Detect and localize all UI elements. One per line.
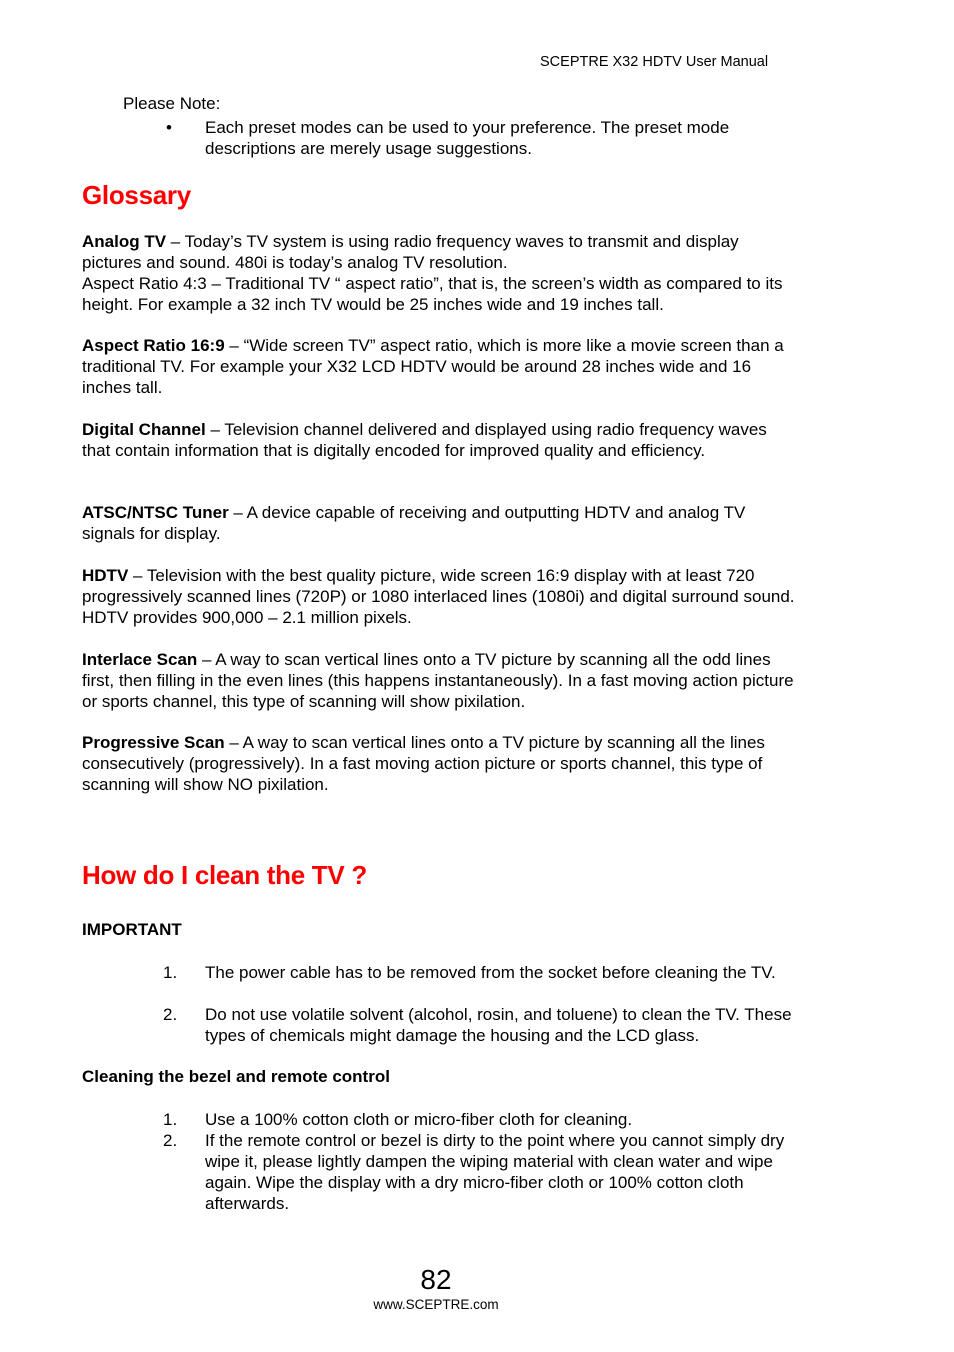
- item-number: 2.: [163, 1131, 178, 1150]
- glossary-definition: – A way to scan vertical lines onto a TV picture by scanning all the odd lines first, then filling in the even lines (this happens instantaneously). In a fast moving action picture or sports channel, this type of scanning will show pixilation.: [82, 650, 794, 711]
- note-label: Please Note:: [123, 94, 221, 113]
- glossary-definition: – “Wide screen TV” aspect ratio, which is more like a movie screen than a traditional TV. For example your X32 LCD HDTV would be around 28 inches wide and 16 inches tall.: [82, 336, 784, 397]
- bezel-subheading: Cleaning the bezel and remote control: [82, 1067, 390, 1086]
- item-number: 1.: [163, 963, 178, 982]
- item-text: Do not use volatile solvent (alcohol, rosin, and toluene) to clean the TV. These types of chemicals might damage the housing and the LCD glass.: [205, 1005, 792, 1045]
- item-text: The power cable has to be removed from the socket before cleaning the TV.: [205, 963, 776, 982]
- glossary-entry-interlace-scan: [82, 649, 797, 712]
- glossary-definition: – Television with the best quality picture, wide screen 16:9 display with at least 720 progressively scanned lines (720P) or 1080 interlaced lines (1080i) and digital surround sound. HDTV provides 900,000 – 2.1 million pixels.: [82, 566, 795, 627]
- glossary-definition: – Television channel delivered and displayed using radio frequency waves that contain information that is digitally encoded for improved quality and efficiency.: [82, 420, 767, 460]
- glossary-term: ATSC/NTSC Tuner: [82, 503, 229, 522]
- glossary-definition: – Today’s TV system is using radio frequency waves to transmit and display pictures and sound. 480i is today’s analog TV resolution.: [82, 232, 739, 272]
- item-number: 2.: [163, 1005, 178, 1024]
- item-text: If the remote control or bezel is dirty to the point where you cannot simply dry wipe it, please lightly dampen the wiping material with clean water and wipe again. Wipe the display with a dry micro-fiber cloth or 100% cotton cloth afterwards.: [205, 1131, 785, 1213]
- glossary-definition: – A way to scan vertical lines onto a TV picture by scanning all the lines consecutively (progressively). In a fast moving action picture or sports channel, this type of scanning will show NO pixilation.: [82, 733, 765, 794]
- footer-url: www.SCEPTRE.com: [373, 1297, 499, 1312]
- running-header: SCEPTRE X32 HDTV User Manual: [540, 54, 769, 70]
- bullet-icon: •: [166, 118, 172, 137]
- item-number: 1.: [163, 1110, 178, 1129]
- glossary-entry-analog-tv: [82, 231, 797, 315]
- glossary-entry-aspect-16-9: [82, 335, 797, 398]
- glossary-term: Analog TV: [82, 232, 167, 251]
- glossary-entry-hdtv: [82, 565, 797, 628]
- note-bullet-text: Each preset modes can be used to your preference. The preset mode descriptions are merely usage suggestions.: [205, 118, 730, 158]
- item-text: Use a 100% cotton cloth or micro-fiber cloth for cleaning.: [205, 1110, 633, 1129]
- glossary-definition: – A device capable of receiving and outputting HDTV and analog TV signals for display.: [82, 503, 746, 543]
- glossary-term: Interlace Scan: [82, 650, 198, 669]
- glossary-term: Digital Channel: [82, 420, 206, 439]
- important-label: IMPORTANT: [82, 920, 182, 939]
- glossary-term: Aspect Ratio 16:9: [82, 336, 225, 355]
- glossary-entry-progressive-scan: [82, 732, 797, 795]
- glossary-entry-atsc-ntsc: [82, 502, 797, 544]
- page-number: 82: [420, 1264, 452, 1295]
- glossary-term: Progressive Scan: [82, 733, 225, 752]
- glossary-definition: Aspect Ratio 4:3 – Traditional TV “ aspect ratio”, that is, the screen’s width as compared to its height. For example a 32 inch TV would be 25 inches wide and 19 inches tall.: [82, 274, 783, 314]
- glossary-heading: Glossary: [82, 180, 191, 210]
- glossary-entry-digital-channel: [82, 419, 797, 461]
- glossary-term: HDTV: [82, 566, 129, 585]
- cleaning-heading: How do I clean the TV ?: [82, 860, 367, 890]
